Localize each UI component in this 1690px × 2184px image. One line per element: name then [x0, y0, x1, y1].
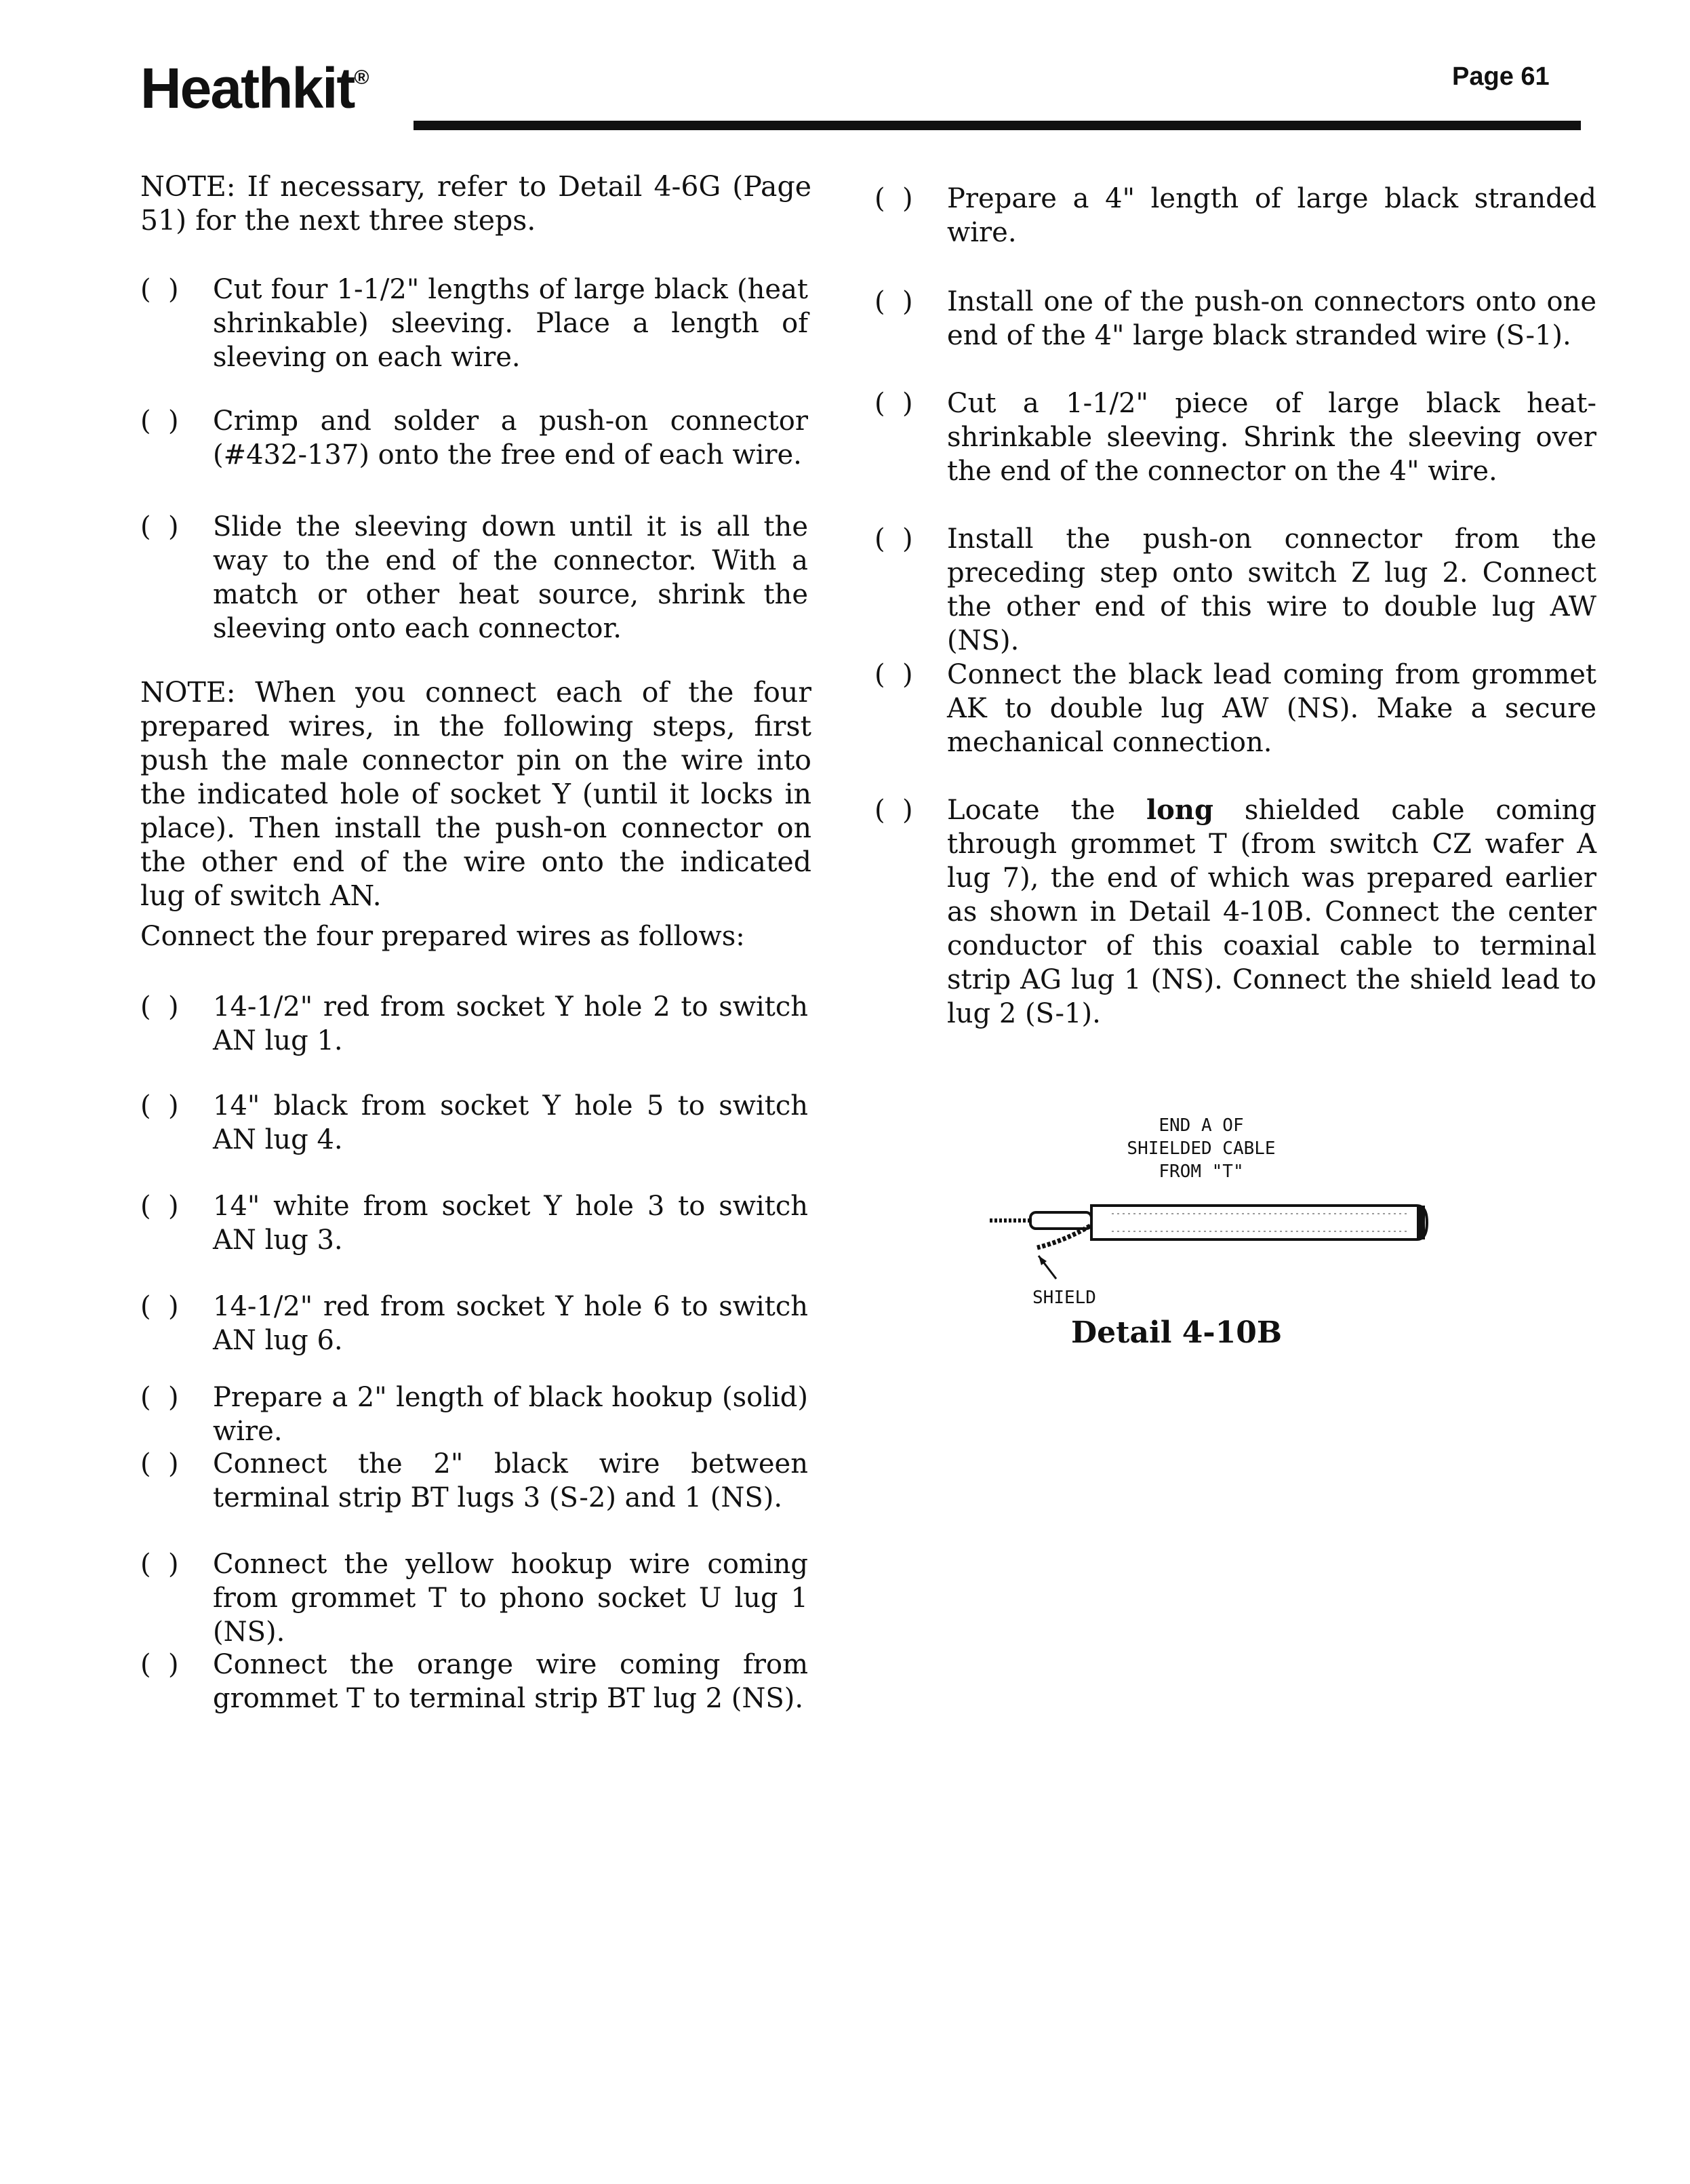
step-text: Connect the 2" black wire between terminal strip BT lugs 3 (S-2) and 1 (NS). [213, 1448, 808, 1513]
checkbox-paren[interactable]: ( ) [874, 286, 913, 317]
step-install-switch-z [874, 522, 1596, 658]
step-text: Prepare a 4" length of large black stranded wire. [947, 183, 1596, 248]
step-cut-heat-shrink [874, 386, 1596, 488]
registered-mark: ® [354, 66, 368, 89]
checkbox-paren[interactable]: ( ) [140, 991, 179, 1022]
label-from-t: FROM "T" [1159, 1162, 1244, 1182]
cable-end-cap [1417, 1206, 1425, 1239]
emphasis-long: long [1146, 794, 1213, 826]
checkbox-paren[interactable]: ( ) [874, 388, 913, 419]
step-text: 14" black from socket Y hole 5 to switch AN lug 4. [213, 1090, 808, 1155]
step-text: Connect the orange wire coming from grommet T to terminal strip BT lug 2 (NS). [213, 1649, 808, 1714]
checkbox-paren[interactable]: ( ) [140, 405, 179, 437]
checkbox-paren[interactable]: ( ) [874, 523, 913, 555]
step-text: Crimp and solder a push-on connector (#432-137) onto the free end of each wire. [213, 405, 808, 471]
detail-4-10b-illustration [976, 1112, 1464, 1315]
outer-jacket [1091, 1206, 1427, 1239]
checkbox-paren[interactable]: ( ) [140, 511, 179, 542]
heathkit-logo [140, 56, 368, 120]
header-rule [414, 121, 1581, 130]
checkbox-paren[interactable]: ( ) [874, 795, 913, 826]
step-connect-2in-wire [140, 1447, 808, 1515]
step-text: Install the push-on connector from the preceding step onto switch Z lug 2. Connect the other end of this wire to double lug AW (NS). [947, 523, 1596, 656]
step-text: Prepare a 2" length of black hookup (solid) wire. [213, 1382, 808, 1447]
checkbox-paren[interactable]: ( ) [140, 1090, 179, 1121]
step-crimp-connector [140, 404, 808, 472]
step-shrink-sleeving [140, 510, 808, 646]
step-black-lead-ak [874, 658, 1596, 759]
step-red-hole-2 [140, 990, 808, 1058]
note-intro: NOTE: If necessary, refer to Detail 4-6G (Page 51) for the next three steps. [140, 170, 811, 237]
step-text: 14-1/2" red from socket Y hole 2 to switch AN lug 1. [213, 991, 808, 1056]
label-end-a: END A OF [1159, 1115, 1244, 1136]
step-text: Connect the yellow hookup wire coming from grommet T to phono socket U lug 1 (NS). [213, 1549, 808, 1648]
step-text: Connect the black lead coming from grommet AK to double lug AW (NS). Make a secure mechanical connection. [947, 659, 1596, 758]
checkbox-paren[interactable]: ( ) [140, 1191, 179, 1222]
step-install-connector [874, 285, 1596, 353]
note-connect: NOTE: When you connect each of the four prepared wires, in the following steps, first push the male connector pin on the wire into the indicated hole of socket Y (until it locks in place). Then install the push-on connector on the other end of the wire onto the indicated lug of switch AN. [140, 676, 811, 912]
checkbox-paren[interactable]: ( ) [140, 1448, 179, 1480]
step-red-hole-6 [140, 1290, 808, 1357]
step-text-start: Locate the [947, 795, 1146, 826]
checkbox-paren[interactable]: ( ) [874, 183, 913, 214]
step-black-hole-5 [140, 1089, 808, 1157]
checkbox-paren[interactable]: ( ) [140, 274, 179, 305]
detail-caption: Detail 4-10B [1071, 1315, 1283, 1350]
label-shield: SHIELD [1032, 1288, 1096, 1308]
checkbox-paren[interactable]: ( ) [140, 1291, 179, 1322]
step-cut-sleeving [140, 273, 808, 374]
step-prepare-4in-wire [874, 182, 1596, 250]
checkbox-paren[interactable]: ( ) [140, 1549, 179, 1580]
inner-insulation [1030, 1212, 1091, 1229]
step-white-hole-3 [140, 1189, 808, 1257]
checkbox-paren[interactable]: ( ) [874, 659, 913, 690]
label-shielded-cable: SHIELDED CABLE [1127, 1138, 1276, 1159]
checkbox-paren[interactable]: ( ) [140, 1382, 179, 1413]
step-text: Cut a 1-1/2" piece of large black heat-shrinkable sleeving. Shrink the sleeving over the end of the connector on the 4" wire. [947, 388, 1596, 487]
step-text: Cut four 1-1/2" lengths of large black (heat shrinkable) sleeving. Place a length of sleeving on each wire. [213, 274, 808, 373]
brand-name: Heathkit [140, 56, 355, 120]
step-orange-wire [140, 1648, 808, 1715]
checkbox-paren[interactable]: ( ) [140, 1649, 179, 1680]
step-shielded-cable [874, 793, 1596, 1031]
step-text-end: shielded cable coming through grommet T (from switch CZ wafer A lug 7), the end of which was prepared earlier as shown in Detail 4-10B. Connect the center conductor of this coaxial cable to terminal strip AG lug 1 (NS). Connect the shield lead to lug 2 (S-1). [947, 795, 1596, 1029]
connect-intro: Connect the four prepared wires as follows: [140, 921, 745, 952]
page-number: Page 61 [1452, 62, 1550, 91]
step-text: Install one of the push-on connectors onto one end of the 4" large black stranded wire (S-1). [947, 286, 1596, 351]
step-text [947, 793, 1596, 1031]
step-yellow-wire [140, 1547, 808, 1649]
step-prepare-2in-wire [140, 1381, 808, 1448]
step-text: Slide the sleeving down until it is all the way to the end of the connector. With a match or other heat source, shrink the sleeving onto each connector. [213, 511, 808, 644]
step-text: 14" white from socket Y hole 3 to switch AN lug 3. [213, 1191, 808, 1256]
step-text: 14-1/2" red from socket Y hole 6 to switch AN lug 6. [213, 1291, 808, 1356]
